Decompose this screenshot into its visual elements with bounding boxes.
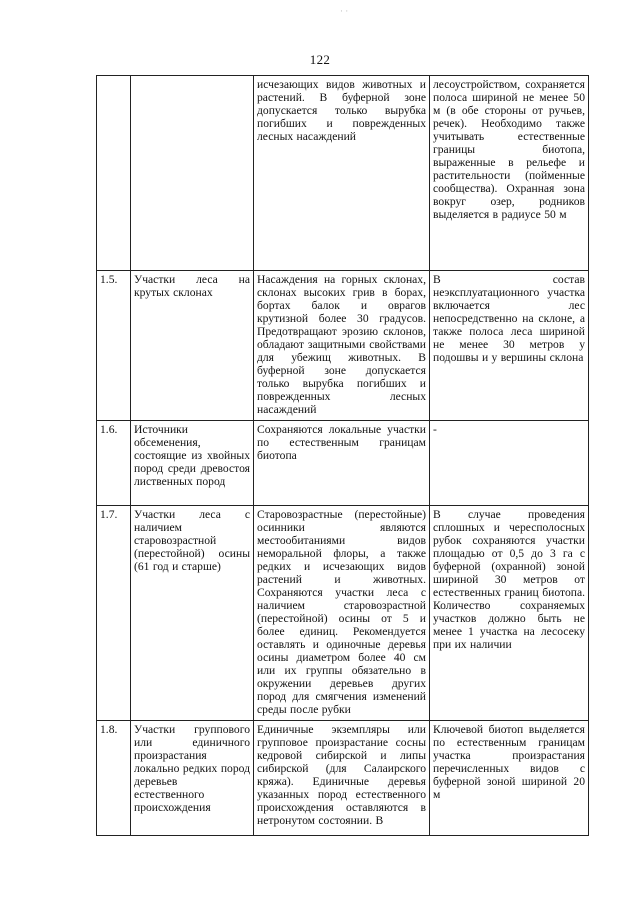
table-row-1-5 bbox=[97, 271, 589, 421]
requirements-cell: - bbox=[430, 421, 589, 506]
table-row-1-7 bbox=[97, 506, 589, 721]
biotope-table bbox=[96, 75, 589, 836]
object-cell: Участки леса на крутых склонах bbox=[131, 271, 254, 421]
object-cell bbox=[131, 76, 254, 271]
page-number: 122 bbox=[309, 52, 331, 67]
row-number-cell: 1.7. bbox=[97, 506, 131, 721]
description-cell: Сохраняются локальные участки по естественным границам биотопа bbox=[254, 421, 430, 506]
row-number-cell: 1.8. bbox=[97, 721, 131, 836]
table-row-1-8 bbox=[97, 721, 589, 836]
description-cell: Старовозрастные (перестойные) осинники являются местообитаниями видов неморальной флоры, а также редких и исчезающих видов растений и животных. Сохраняются участки леса с наличием старовозрастной (перестойной) осины от 5 и более единиц. Рекомендуется оставлять и одиночные деревья осины диаметром более 40 см или их группы обязательно в окружении деревьев других пород для смягчения изменений среды после рубки bbox=[254, 506, 430, 721]
requirements-cell: В случае проведения сплошных и чересполосных рубок сохраняются участки площадью от 0,5 до 3 га с буферной (охранной) зоной шириной 30 метров от естественных границ биотопа. Количество сохраняемых участков должно быть не менее 1 участка на лесосеку при их наличии bbox=[430, 506, 589, 721]
object-cell: Участки группового или единичного произрастания локально редких пород деревьев естественного происхождения bbox=[131, 721, 254, 836]
object-cell: Источники обсеменения, состоящие из хвойных пород среди древостоя лиственных пород bbox=[131, 421, 254, 506]
row-number-cell: 1.6. bbox=[97, 421, 131, 506]
description-cell: Насаждения на горных склонах, склонах высоких грив в борах, бортах балок и оврагов крутизной более 30 градусов. Предотвращают эрозию склонов, обладают защитными свойствами для убежищ животных. В буферной зоне допускается только вырубка погибших и поврежденных лесных насаждений bbox=[254, 271, 430, 421]
object-cell: Участки леса с наличием старовозрастной (перестойной) осины (61 год и старше) bbox=[131, 506, 254, 721]
row-number-cell bbox=[97, 76, 131, 271]
requirements-cell: лесоустройством, сохраняется полоса шириной не менее 50 м (в обе стороны от ручьев, речек). Необходимо также учитывать естественные границы биотопа, выраженные в рельефе и растительности (пойменные сообщества). Охранная зона вокруг озер, родников выделяется в радиусе 50 м bbox=[430, 76, 589, 271]
requirements-cell: Ключевой биотоп выделяется по естественным границам участка произрастания перечисленных видов с буферной зоной шириной 20 м bbox=[430, 721, 589, 836]
table-row-1-6 bbox=[97, 421, 589, 506]
row-number-cell: 1.5. bbox=[97, 271, 131, 421]
scan-mark: · · bbox=[340, 6, 349, 16]
description-cell: исчезающих видов животных и растений. В буферной зоне допускается только вырубка погибших и поврежденных лесных насаждений bbox=[254, 76, 430, 271]
requirements-cell: В состав неэксплуатационного участка включается лес непосредственно на склоне, а также полоса леса шириной не менее 30 метров у подошвы и у вершины склона bbox=[430, 271, 589, 421]
description-cell: Единичные экземпляры или групповое произрастание сосны кедровой сибирской и липы сибирской (для Салаирского кряжа). Единичные деревья указанных пород естественного происхождения оставляются в нетронутом состоянии. В bbox=[254, 721, 430, 836]
table-row-continuation bbox=[97, 76, 589, 271]
